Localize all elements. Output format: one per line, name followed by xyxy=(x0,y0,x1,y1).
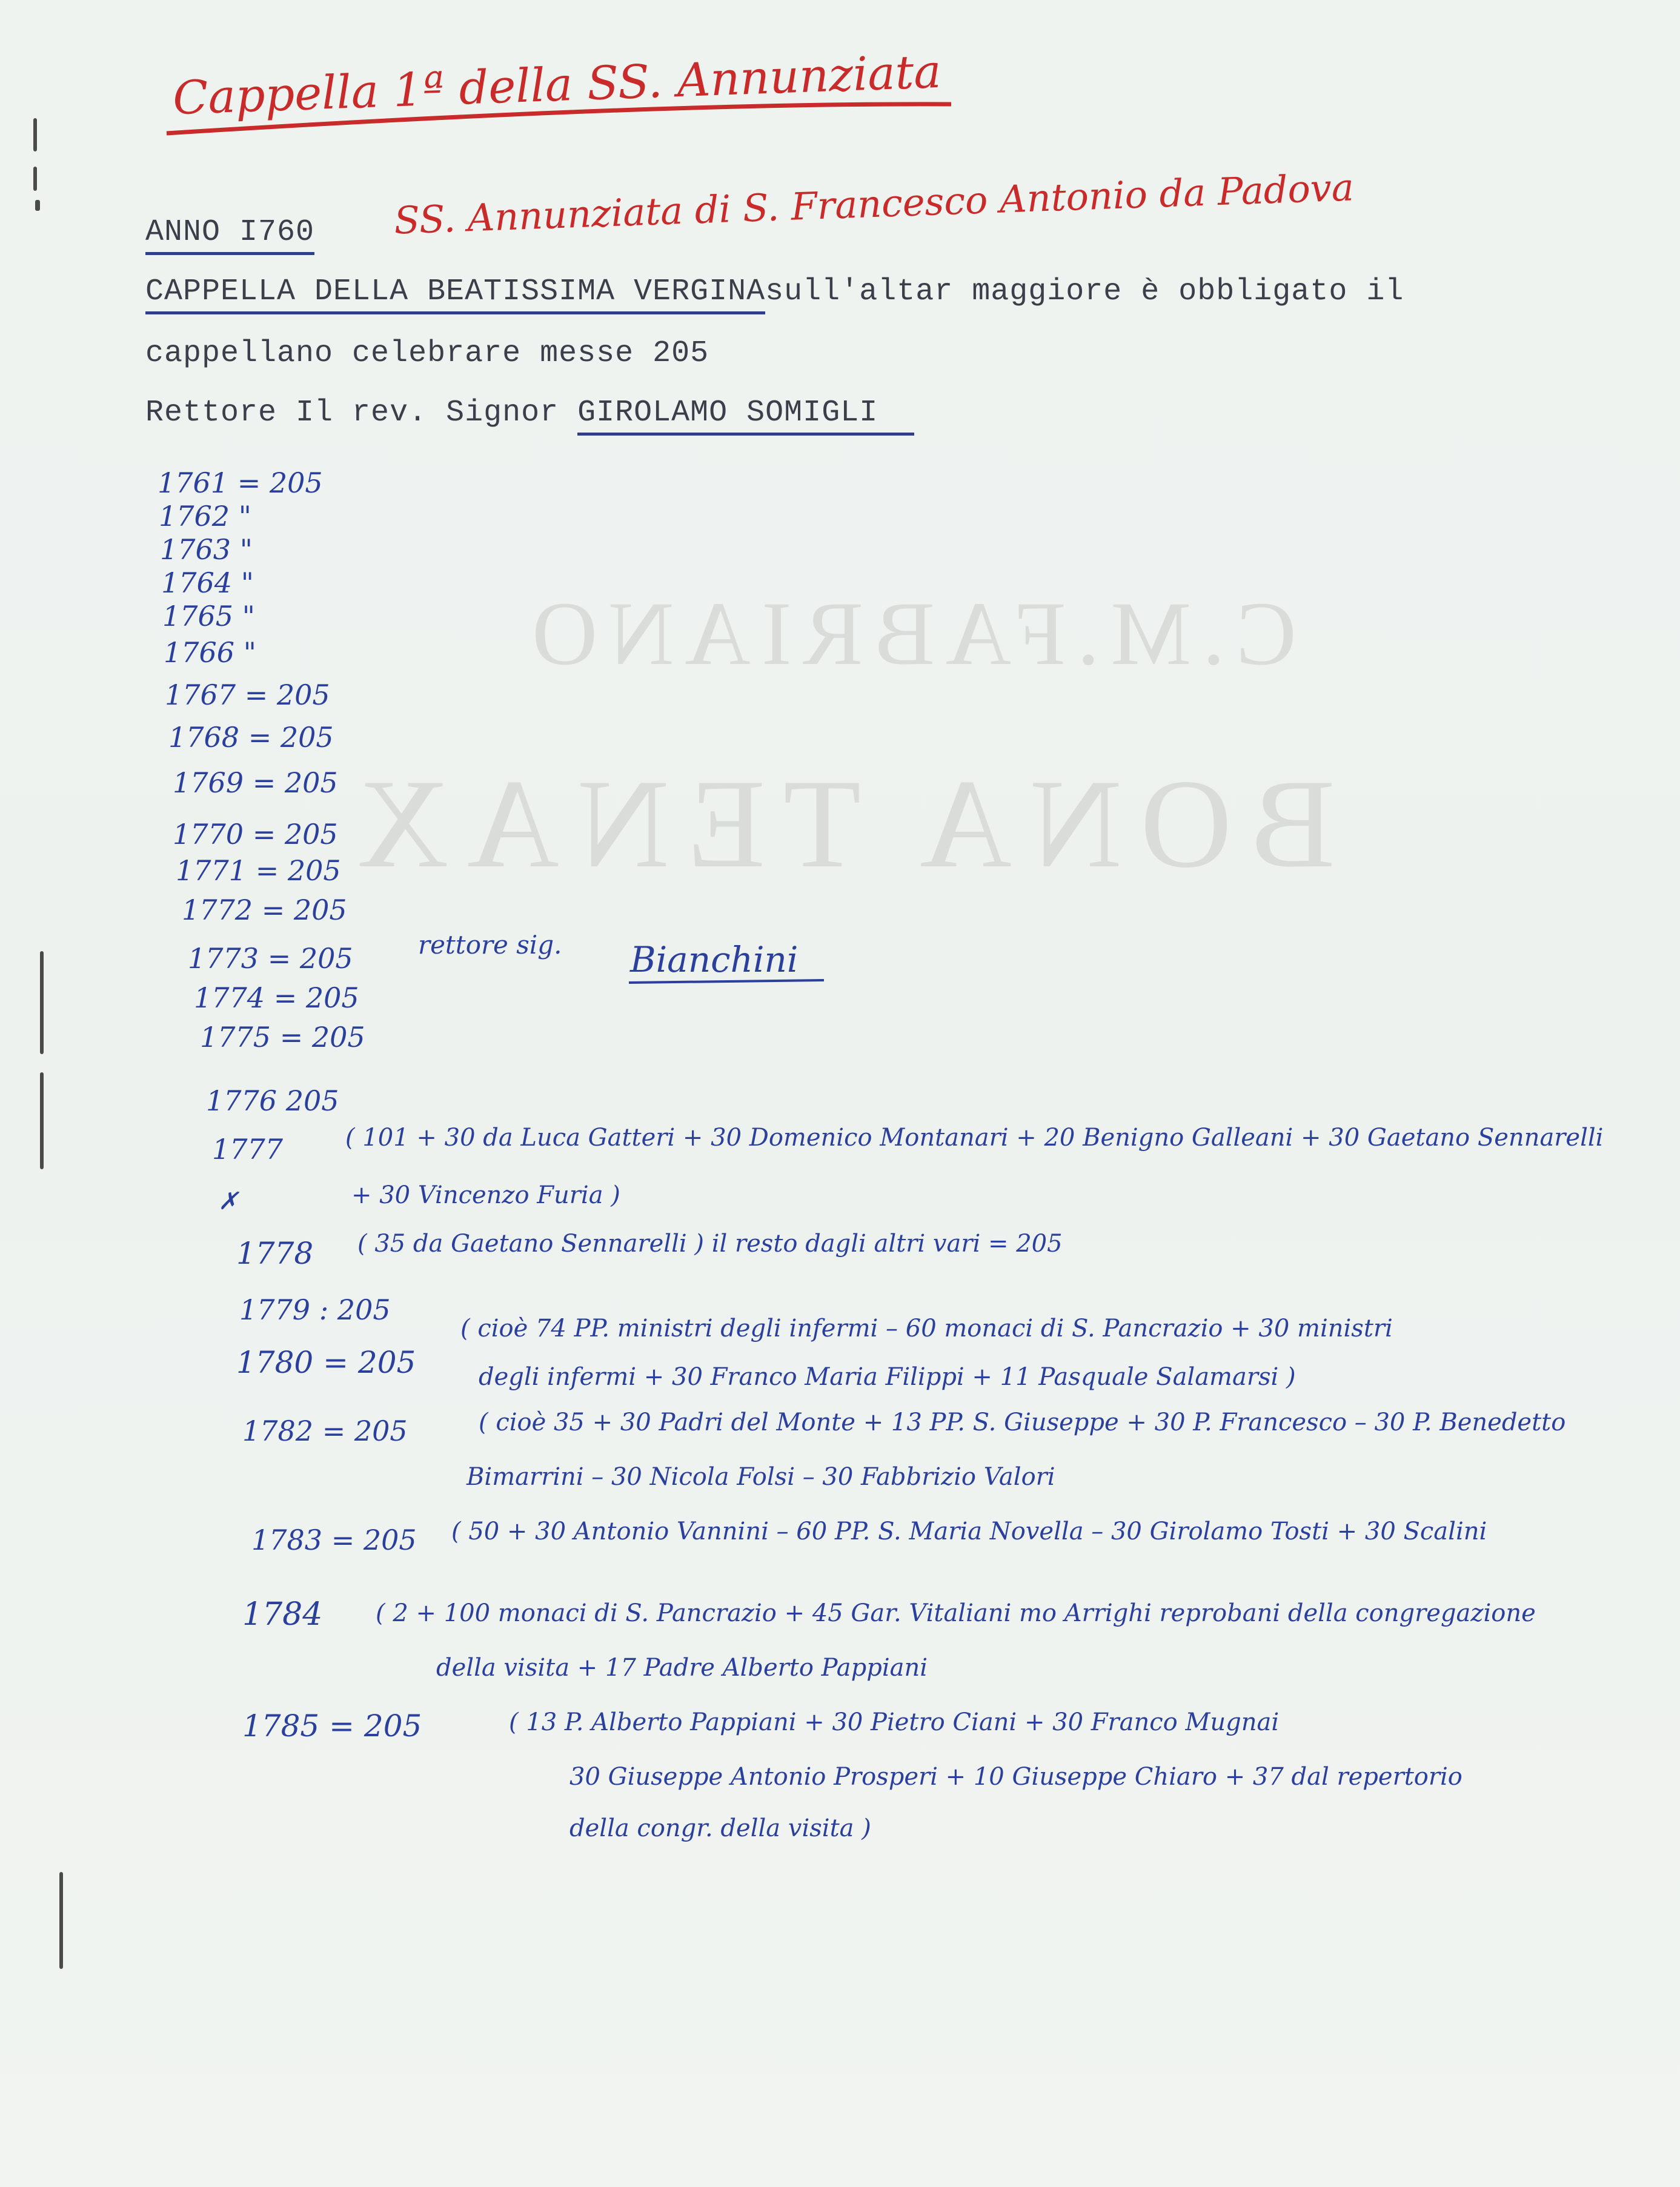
entry-line: Bimarrini – 30 Nicola Folsi – 30 Fabbrizio Valori xyxy=(466,1463,1055,1491)
entry-line: della congr. della visita ) xyxy=(569,1814,871,1842)
year-row: 1766 " xyxy=(164,636,256,669)
entry-line: ( 50 + 30 Antonio Vannini – 60 PP. S. Maria Novella – 30 Girolamo Tosti + 30 Scalini xyxy=(451,1518,1487,1545)
entry-line: + 30 Vincenzo Furia ) xyxy=(351,1181,620,1209)
rettore-note-label: rettore sig. xyxy=(418,930,562,960)
entry-year: 1785 = 205 xyxy=(242,1708,422,1744)
cappellano-line: cappellano celebrare messe 205 xyxy=(145,336,709,371)
rettore-label: Rettore Il rev. Signor xyxy=(145,396,578,430)
entry-line: degli infermi + 30 Franco Maria Filippi + 11 Pasquale Salamarsi ) xyxy=(479,1363,1296,1391)
year-row: 1768 = 205 xyxy=(168,721,334,754)
cappella-rest: sull'altar maggiore è obbligato il xyxy=(765,274,1404,309)
entry-line: ( 2 + 100 monaci di S. Pancrazio + 45 Gar. Vitaliani mo Arrighi reprobani della congregazione xyxy=(376,1599,1536,1627)
binding-mark xyxy=(33,167,37,191)
cappella-name: CAPPELLA DELLA BEATISSIMA VERGINA xyxy=(145,274,765,314)
cappella-line xyxy=(145,274,1404,309)
binding-mark xyxy=(59,1872,63,1969)
entry-line: ( cioè 74 PP. ministri degli infermi – 60 monaci di S. Pancrazio + 30 ministri xyxy=(460,1315,1393,1342)
entry-line: ( 101 + 30 da Luca Gatteri + 30 Domenico Montanari + 20 Benigno Galleani + 30 Gaetano Sennarelli xyxy=(345,1124,1604,1152)
year-row: 1776 205 xyxy=(206,1084,339,1117)
entry-year: 1784 xyxy=(242,1596,323,1633)
rettore-note-underline xyxy=(627,975,827,987)
entry-year: 1783 = 205 xyxy=(251,1524,417,1556)
strike-mark: ✗ xyxy=(218,1187,239,1215)
entry-year: 1782 = 205 xyxy=(242,1415,408,1447)
binding-mark xyxy=(40,1072,44,1169)
year-row: 1770 = 205 xyxy=(173,818,338,851)
watermark-line-2: BONA TENAX xyxy=(339,754,1335,894)
rettore-note-name: Bianchini xyxy=(630,939,798,980)
entry-year: 1778 xyxy=(236,1236,314,1271)
year-row: 1767 = 205 xyxy=(165,679,330,711)
entry-line: ( 35 da Gaetano Sennarelli ) il resto dagli altri vari = 205 xyxy=(357,1230,1063,1258)
anno-label xyxy=(145,215,314,250)
entry-line: ( 13 P. Alberto Pappiani + 30 Pietro Ciani + 30 Franco Mugnai xyxy=(509,1708,1280,1736)
binding-mark xyxy=(33,118,37,151)
year-row: 1771 = 205 xyxy=(176,854,341,887)
year-row: 1762 " xyxy=(159,500,251,533)
red-subtitle: SS. Annunziata di S. Francesco Antonio da Padova xyxy=(393,165,1355,243)
anno-text: ANNO I760 xyxy=(145,215,314,255)
binding-mark xyxy=(40,951,44,1054)
entry-year: 1780 = 205 xyxy=(236,1345,416,1380)
year-row: 1764 " xyxy=(161,566,254,599)
entry-line: della visita + 17 Padre Alberto Pappiani xyxy=(436,1654,928,1682)
year-row: 1772 = 205 xyxy=(182,894,347,926)
red-title: Cappella 1ª della SS. Annunziata xyxy=(171,44,942,125)
entry-line: 30 Giuseppe Antonio Prosperi + 10 Giuseppe Chiaro + 37 dal repertorio xyxy=(569,1763,1463,1791)
year-row: 1769 = 205 xyxy=(173,766,338,799)
rettore-line xyxy=(145,396,914,430)
year-row: 1774 = 205 xyxy=(194,981,359,1014)
entry-line: ( cioè 35 + 30 Padri del Monte + 13 PP. S. Giuseppe + 30 P. Francesco – 30 P. Benedetto xyxy=(479,1409,1566,1436)
entry-year: 1777 xyxy=(212,1133,284,1166)
rettore-name: GIROLAMO SOMIGLI xyxy=(577,396,914,436)
entry-year: 1779 : 205 xyxy=(239,1293,391,1326)
red-title-underline xyxy=(164,97,957,145)
year-row: 1761 = 205 xyxy=(158,466,323,499)
watermark-line-1: C.M.FABRIANO xyxy=(521,583,1297,684)
binding-mark xyxy=(35,200,40,211)
year-row: 1763 " xyxy=(160,533,253,566)
year-row: 1775 = 205 xyxy=(200,1021,365,1054)
year-row: 1765 " xyxy=(162,600,255,632)
year-row: 1773 = 205 xyxy=(188,942,353,975)
